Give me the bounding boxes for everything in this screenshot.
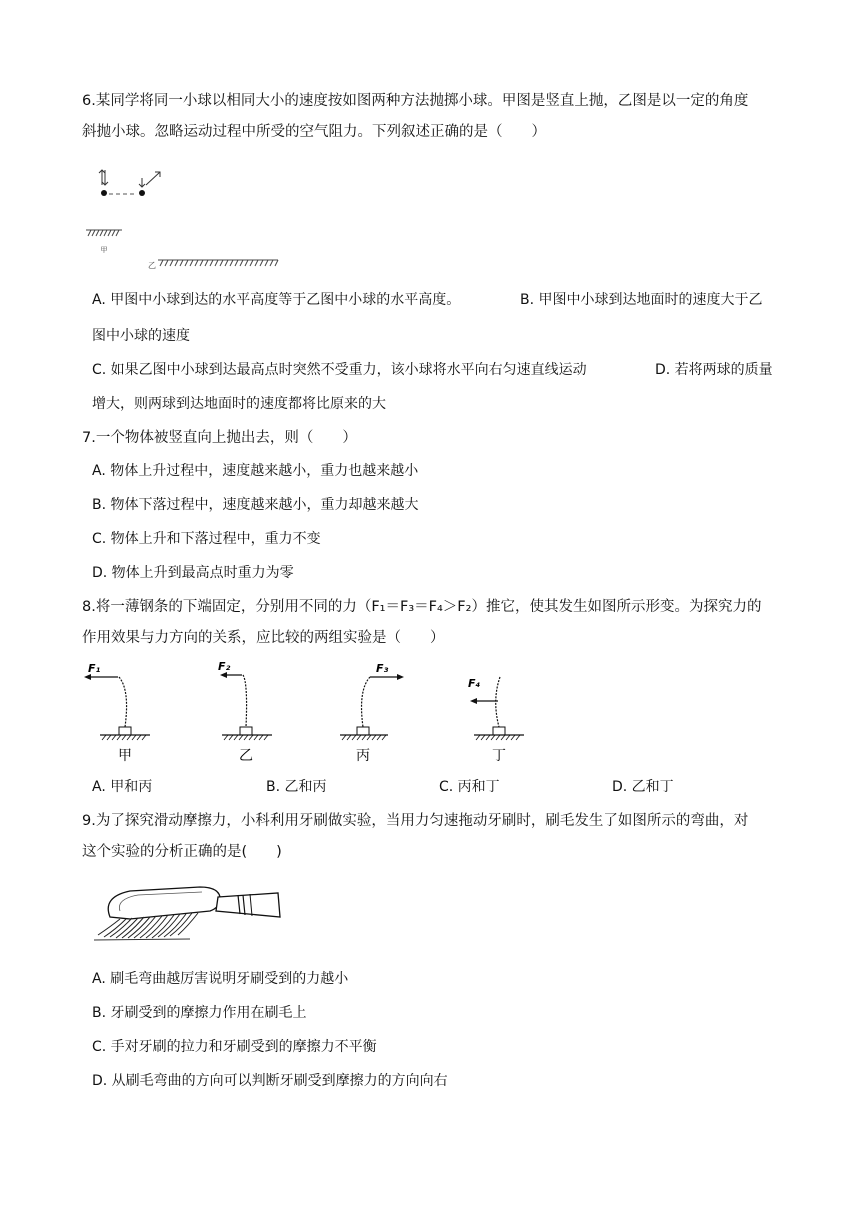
- q8-fig-label-jia: 甲: [118, 748, 132, 764]
- q8-option-b: B. 乙和丙: [266, 779, 327, 795]
- q8-stem-line1: 8.将一薄钢条的下端固定，分别用不同的力（F₁＝F₃＝F₄＞F₂）推它，使其发生如图所示形变。为探究力的: [82, 599, 762, 615]
- q8-option-c: C. 丙和丁: [439, 779, 500, 795]
- q7-option-c: C. 物体上升和下落过程中，重力不变: [92, 531, 321, 547]
- q8-figure-ding: [462, 655, 542, 765]
- q9-option-d: D. 从刷毛弯曲的方向可以判断牙刷受到摩擦力的方向向右: [92, 1073, 448, 1089]
- q6-option-b-line1: B. 甲图中小球到达地面时的速度大于乙: [520, 292, 763, 308]
- q8-option-d: D. 乙和丁: [612, 779, 674, 795]
- q8-figure-yi: [210, 655, 290, 765]
- q9-stem-line1: 9.为了探究滑动摩擦力，小科利用牙刷做实验，当用力匀速拖动牙刷时，刷毛发生了如图所示的弯曲，对: [82, 813, 749, 829]
- q6-stem-line2: 斜抛小球。忽略运动过程中所受的空气阻力。下列叙述正确的是（ ）: [82, 124, 546, 140]
- q6-option-d-line1: D. 若将两球的质量: [655, 362, 773, 378]
- q6-option-b-line2: 图中小球的速度: [92, 328, 190, 344]
- q6-yi-arrows: [139, 172, 160, 187]
- q8-force-label-yi: F₂: [218, 660, 231, 673]
- q9-stem-line2: 这个实验的分析正确的是( ): [82, 844, 282, 860]
- q8-force-label-bing: F₃: [376, 662, 389, 675]
- q6-ball-yi: [139, 190, 145, 196]
- q9-toothbrush-figure: [90, 875, 290, 950]
- q6-ground-jia: [86, 230, 122, 236]
- q8-figure-bing: [340, 655, 420, 765]
- q6-fig-label-yi: 乙: [148, 261, 156, 270]
- q6-option-c: C. 如果乙图中小球到达最高点时突然不受重力，该小球将水平向右匀速直线运动: [92, 362, 587, 378]
- q6-jia-arrows: [99, 170, 108, 185]
- q8-fig-label-ding: 丁: [492, 748, 506, 764]
- q8-force-label-jia: F₁: [88, 662, 101, 675]
- q8-option-a: A. 甲和丙: [92, 779, 153, 795]
- q6-option-a: A. 甲图中小球到达的水平高度等于乙图中小球的水平高度。: [92, 292, 461, 308]
- q6-figure: [82, 160, 282, 270]
- q7-option-d: D. 物体上升到最高点时重力为零: [92, 565, 294, 581]
- q6-ball-jia: [101, 190, 107, 196]
- q6-stem-line1: 6.某同学将同一小球以相同大小的速度按如图两种方法抛掷小球。甲图是竖直上抛，乙图是以一定的角度: [82, 93, 749, 109]
- q9-option-a: A. 刷毛弯曲越厉害说明牙刷受到的力越小: [92, 971, 349, 987]
- q8-figure-jia: [82, 655, 162, 765]
- q9-option-b: B. 牙刷受到的摩擦力作用在刷毛上: [92, 1005, 307, 1021]
- q6-option-d-line2: 增大，则两球到达地面时的速度都将比原来的大: [92, 396, 386, 412]
- q6-ground-yi: [158, 260, 278, 266]
- q9-option-c: C. 手对牙刷的拉力和牙刷受到的摩擦力不平衡: [92, 1039, 377, 1055]
- q8-stem-line2: 作用效果与力方向的关系，应比较的两组实验是（ ）: [82, 630, 445, 646]
- q7-option-a: A. 物体上升过程中，速度越来越小，重力也越来越小: [92, 463, 419, 479]
- q8-fig-label-bing: 丙: [356, 748, 370, 764]
- q7-stem: 7.一个物体被竖直向上抛出去，则（ ）: [82, 430, 357, 446]
- q8-force-label-ding: F₄: [468, 677, 481, 690]
- q8-fig-label-yi: 乙: [239, 748, 253, 764]
- q7-option-b: B. 物体下落过程中，速度越来越小，重力却越来越大: [92, 497, 419, 513]
- q6-fig-label-jia: 甲: [100, 246, 108, 254]
